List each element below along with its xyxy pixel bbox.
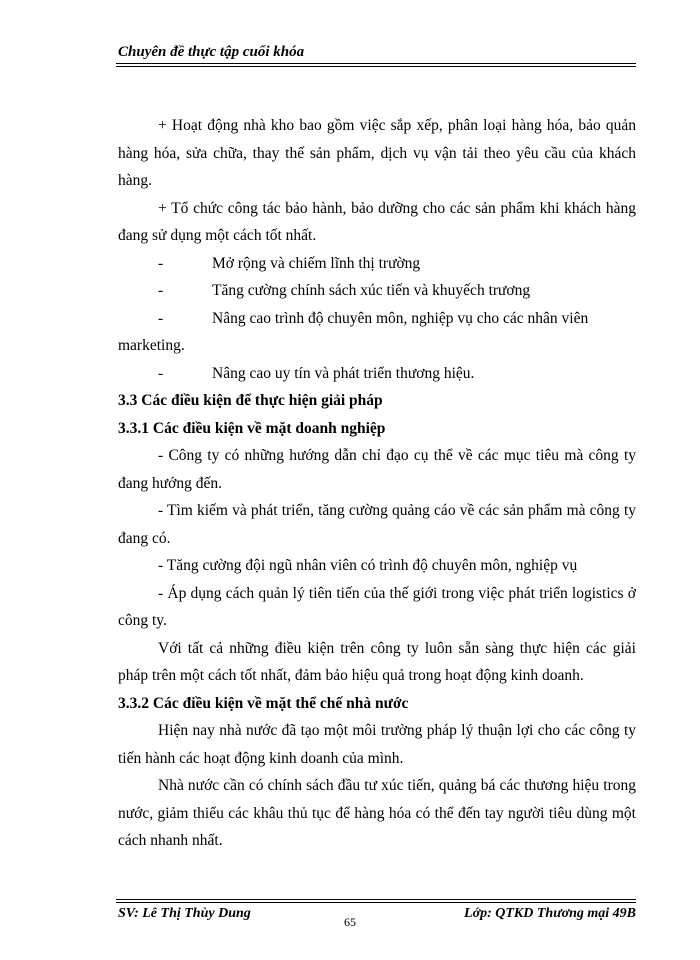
paragraph-warranty: + Tổ chức công tác bảo hành, bảo dưỡng cho các sản phẩm khi khách hàng đang sử dụng một cách tốt nhất. xyxy=(118,199,636,244)
header-divider xyxy=(116,63,636,64)
list-item-text: Mở rộng và chiếm lĩnh thị trường xyxy=(212,254,421,272)
list-item xyxy=(118,305,636,333)
list-item-text: Nâng cao trình độ chuyên môn, nghiệp vụ cho các nhân viên xyxy=(212,309,589,327)
paragraph: Nhà nước cần có chính sách đầu tư xúc tiến, quảng bá các thương hiệu trong nước, giảm thiểu các khâu thủ tục để hàng hóa có thể đến tay người tiêu dùng một cách nhanh nhất. xyxy=(118,777,636,849)
footer-student-name: SV: Lê Thị Thùy Dung xyxy=(118,906,251,921)
paragraph: - Tăng cường đội ngũ nhân viên có trình độ chuyên môn, nghiệp vụ xyxy=(158,557,578,574)
list-item-text: Tăng cường chính sách xúc tiến và khuyếch trương xyxy=(212,282,531,299)
header-divider-thin xyxy=(116,66,636,67)
footer-class-name: Lớp: QTKD Thương mại 49B xyxy=(464,906,636,921)
paragraph: Hiện nay nhà nước đã tạo một môi trường pháp lý thuận lợi cho các công ty tiến hành các hoạt động kinh doanh của mình. xyxy=(118,722,636,767)
dash-marker: - xyxy=(158,309,164,327)
list-item-text: Nâng cao uy tín và phát triển thương hiệu. xyxy=(212,364,475,382)
paragraph: Với tất cả những điều kiện trên công ty luôn sẵn sàng thực hiện các giải pháp trên một cách tốt nhất, đảm bảo hiệu quả trong hoạt động kinh doanh. xyxy=(118,639,636,684)
list-item xyxy=(118,360,636,388)
list-item xyxy=(118,250,636,278)
section-heading: 3.3 Các điều kiện để thực hiện giải pháp xyxy=(118,392,383,409)
document-body xyxy=(118,112,636,855)
dash-marker: - xyxy=(158,254,164,272)
subsection-heading: 3.3.1 Các điều kiện về mặt doanh nghiệp xyxy=(118,419,386,437)
paragraph: - Áp dụng cách quản lý tiên tiến của thế giới trong việc phát triển logistics ở công ty. xyxy=(118,584,636,629)
page-header-title: Chuyên đề thực tập cuối khóa xyxy=(118,44,305,60)
paragraph: - Tìm kiếm và phát triển, tăng cường quảng cáo về các sản phẩm mà công ty đang có. xyxy=(118,502,636,547)
subsection-heading: 3.3.2 Các điều kiện về mặt thể chế nhà nước xyxy=(118,694,409,712)
page-number: 65 xyxy=(344,915,356,929)
dash-marker: - xyxy=(158,364,164,382)
list-item-continuation: marketing. xyxy=(118,337,185,354)
paragraph: - Công ty có những hướng dẫn chỉ đạo cụ thể về các mục tiêu mà công ty đang hướng đến. xyxy=(118,447,636,492)
dash-marker: - xyxy=(158,282,164,299)
paragraph-warehouse: + Hoạt động nhà kho bao gồm việc sắp xếp, phân loại hàng hóa, bảo quản hàng hóa, sửa chữa, thay thế sản phẩm, dịch vụ vận tải theo yêu cầu của khách hàng. xyxy=(118,117,636,189)
footer-divider-thin xyxy=(116,899,636,900)
footer-divider xyxy=(116,902,636,903)
list-item xyxy=(118,277,636,305)
